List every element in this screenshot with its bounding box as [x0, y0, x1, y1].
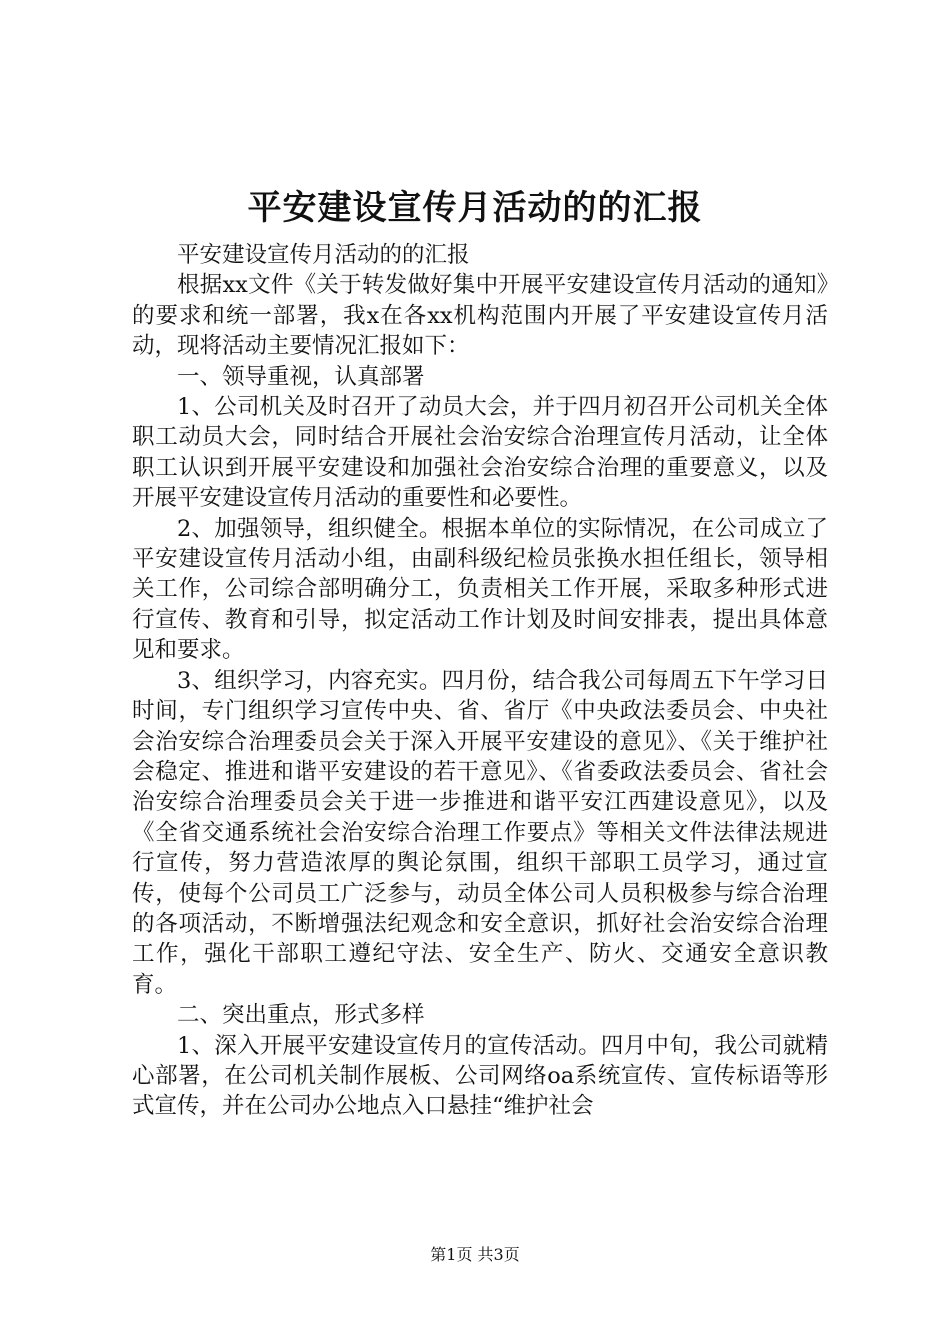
- paragraph-1-2: 2、加强领导，组织健全。根据本单位的实际情况，在公司成立了平安建设宣传月活动小组，由副科级纪检员张换水担任组长，领导相关工作，公司综合部明确分工，负责相关工作开展，采取多种形式进行宣传、教育和引导，拟定活动工作计划及时间安排表，提出具体意见和要求。: [132, 515, 828, 664]
- paragraph-1-1: 1、公司机关及时召开了动员大会，并于四月初召开公司机关全体职工动员大会，同时结合开展社会治安综合治理宣传月活动，让全体职工认识到开展平安建设和加强社会治安综合治理的重要意义，以及开展平安建设宣传月活动的重要性和必要性。: [132, 394, 828, 512]
- section-heading-1: 一、领导重视，认真部署: [177, 363, 425, 390]
- section-heading-2: 二、突出重点，形式多样: [177, 1002, 425, 1029]
- paragraph-2-1: 1、深入开展平安建设宣传月的宣传活动。四月中旬，我公司就精心部署，在公司机关制作展板、公司网络oa系统宣传、宣传标语等形式宣传，并在公司办公地点入口悬挂“维护社会: [132, 1032, 828, 1120]
- paragraph-1-3: 3、组织学习，内容充实。四月份，结合我公司每周五下午学习日时间，专门组织学习宣传中央、省、省厅《中央政法委员会、中央社会治安综合治理委员会关于深入开展平安建设的意见》、《关于维护社会稳定、推进和谐平安建设的若干意见》、《省委政法委员会、省社会治安综合治理委员会关于进一步推进和谐平安江西建设意见》，以及《全省交通系统社会治安综合治理工作要点》等相关文件法律法规进行宣传，努力营造浓厚的舆论氛围，组织干部职工员学习，通过宣传，使每个公司员工广泛参与，动员全体公司人员积极参与综合治理的各项活动，不断增强法纪观念和安全意识，抓好社会治安综合治理工作，强化干部职工遵纪守法、安全生产、防火、交通安全意识教育。: [132, 667, 828, 998]
- document-body: [132, 240, 828, 1122]
- document-title: 平安建设宣传月活动的的汇报: [247, 188, 703, 228]
- paragraph-intro: 根据xx文件《关于转发做好集中开展平安建设宣传月活动的通知》的要求和统一部署，我x在各xx机构范围内开展了平安建设宣传月活动，现将活动主要情况汇报如下：: [132, 272, 828, 360]
- paragraph-subtitle: 平安建设宣传月活动的的汇报: [177, 242, 470, 268]
- page-footer: 第1页 共3页: [430, 1245, 520, 1264]
